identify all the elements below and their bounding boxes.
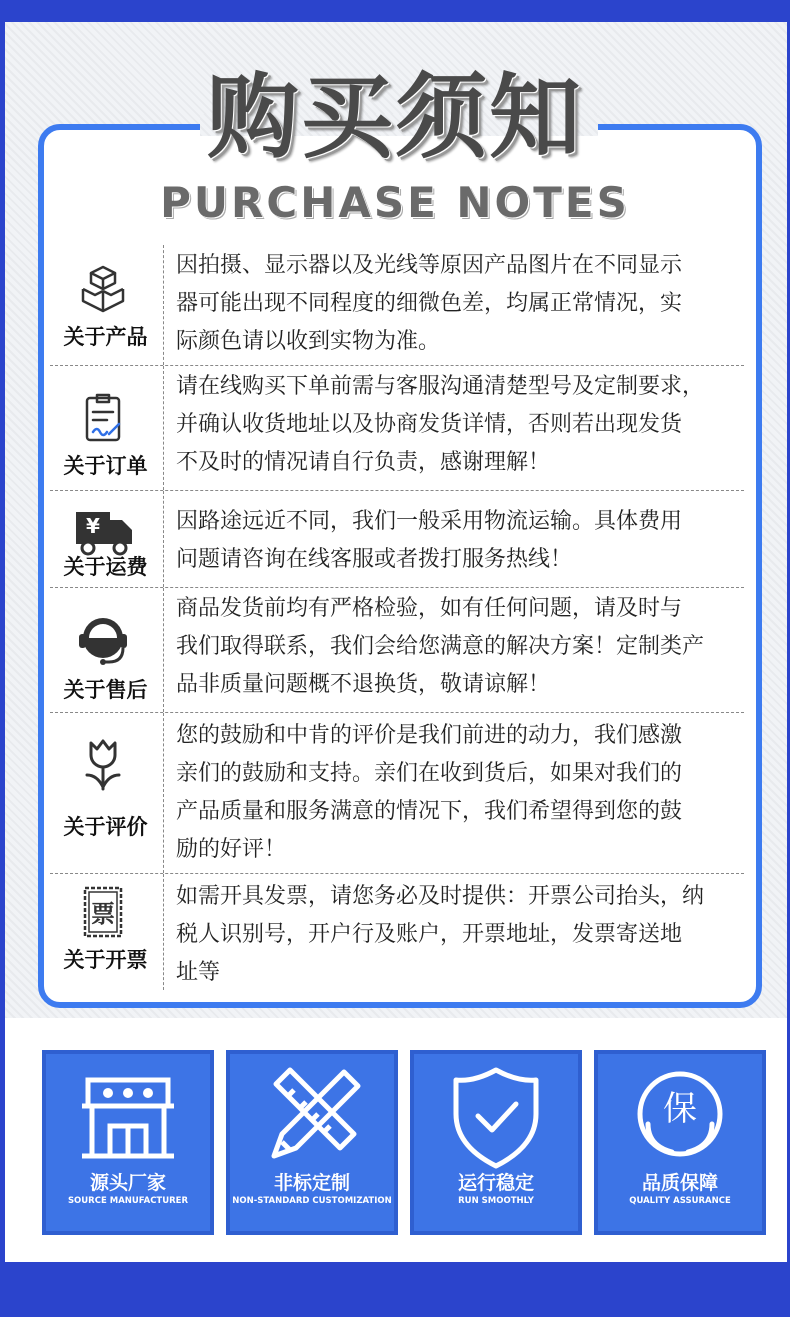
top-color-bar: [0, 0, 790, 22]
feature-subtitle: SOURCE MANUFACTURER: [67, 1196, 189, 1206]
order-form-icon: [75, 390, 131, 446]
section-order: [50, 366, 744, 490]
section-label: 关于产品: [63, 325, 148, 349]
section-label: 关于评价: [63, 815, 148, 839]
section-text: 请在线购买下单前需与客服沟通清楚型号及定制要求， 并确认收货地址以及协商发货详情，否则若出现发货 不及时的情况请自行负责，感谢理解！: [176, 374, 705, 475]
svg-text:¥: ¥: [86, 514, 100, 538]
section-label: 关于售后: [63, 678, 148, 702]
section-text: 因拍摄、显示器以及光线等原因产品图片在不同显示 器可能出现不同程度的细微色差，均属正常情况，实 际颜色请以收到实物为准。: [176, 253, 683, 354]
section-text: 您的鼓励和中肯的评价是我们前进的动力，我们感激 亲们的鼓励和支持。亲们在收到货后，如果对我们的 产品质量和服务满意的情况下，我们希望得到您的鼓 励的好评！: [176, 723, 683, 862]
section-freight: [50, 491, 744, 587]
invoice-icon: [75, 884, 131, 940]
pencil-ruler-icon: [226, 1064, 398, 1174]
section-label: 关于订单: [63, 454, 148, 478]
feature-subtitle: QUALITY ASSURANCE: [629, 1196, 731, 1206]
section-text: 商品发货前均有严格检验，如有任何问题，请及时与 我们取得联系，我们会给您满意的解决方案！定制类产 品非质量问题概不退换货，敬请谅解！: [176, 596, 705, 697]
section-label: 关于运费: [63, 555, 148, 579]
svg-text:票: 票: [91, 900, 115, 928]
feature-subtitle: NON-STANDARD CUSTOMIZATION: [232, 1196, 392, 1206]
feature-tile-quality-assurance: [594, 1050, 766, 1235]
section-text: 因路途远近不同，我们一般采用物流运输。具体费用 问题请咨询在线客服或者拨打服务热线！: [176, 509, 683, 572]
section-review: [50, 713, 744, 873]
shield-check-icon: [410, 1064, 582, 1174]
factory-icon: [42, 1064, 214, 1174]
headset-icon: [75, 612, 131, 668]
feature-title: 非标定制: [273, 1172, 350, 1194]
bottom-color-bar: [0, 1262, 790, 1317]
section-after-sales: [50, 588, 744, 712]
feature-tile-customization: [226, 1050, 398, 1235]
quality-hands-icon: [594, 1064, 766, 1174]
svg-text:保: 保: [663, 1089, 697, 1129]
feature-tile-run-smoothly: [410, 1050, 582, 1235]
section-product: [50, 245, 744, 365]
feature-title: 运行稳定: [457, 1172, 534, 1194]
section-invoice: [50, 874, 744, 990]
box-icon: [75, 261, 131, 317]
page-subtitle: PURCHASE NOTES: [160, 178, 630, 227]
section-label: 关于开票: [63, 948, 148, 972]
feature-title: 源头厂家: [89, 1172, 166, 1194]
tulip-icon: [75, 737, 131, 793]
feature-subtitle: RUN SMOOTHLY: [458, 1196, 534, 1206]
feature-tile-source-manufacturer: [42, 1050, 214, 1235]
page-title: 购买须知: [206, 64, 583, 171]
feature-title: 品质保障: [641, 1172, 718, 1194]
section-text: 如需开具发票，请您务必及时提供：开票公司抬头，纳 税人识别号，开户行及账户，开票地址，发票寄送地 址等: [176, 884, 705, 985]
